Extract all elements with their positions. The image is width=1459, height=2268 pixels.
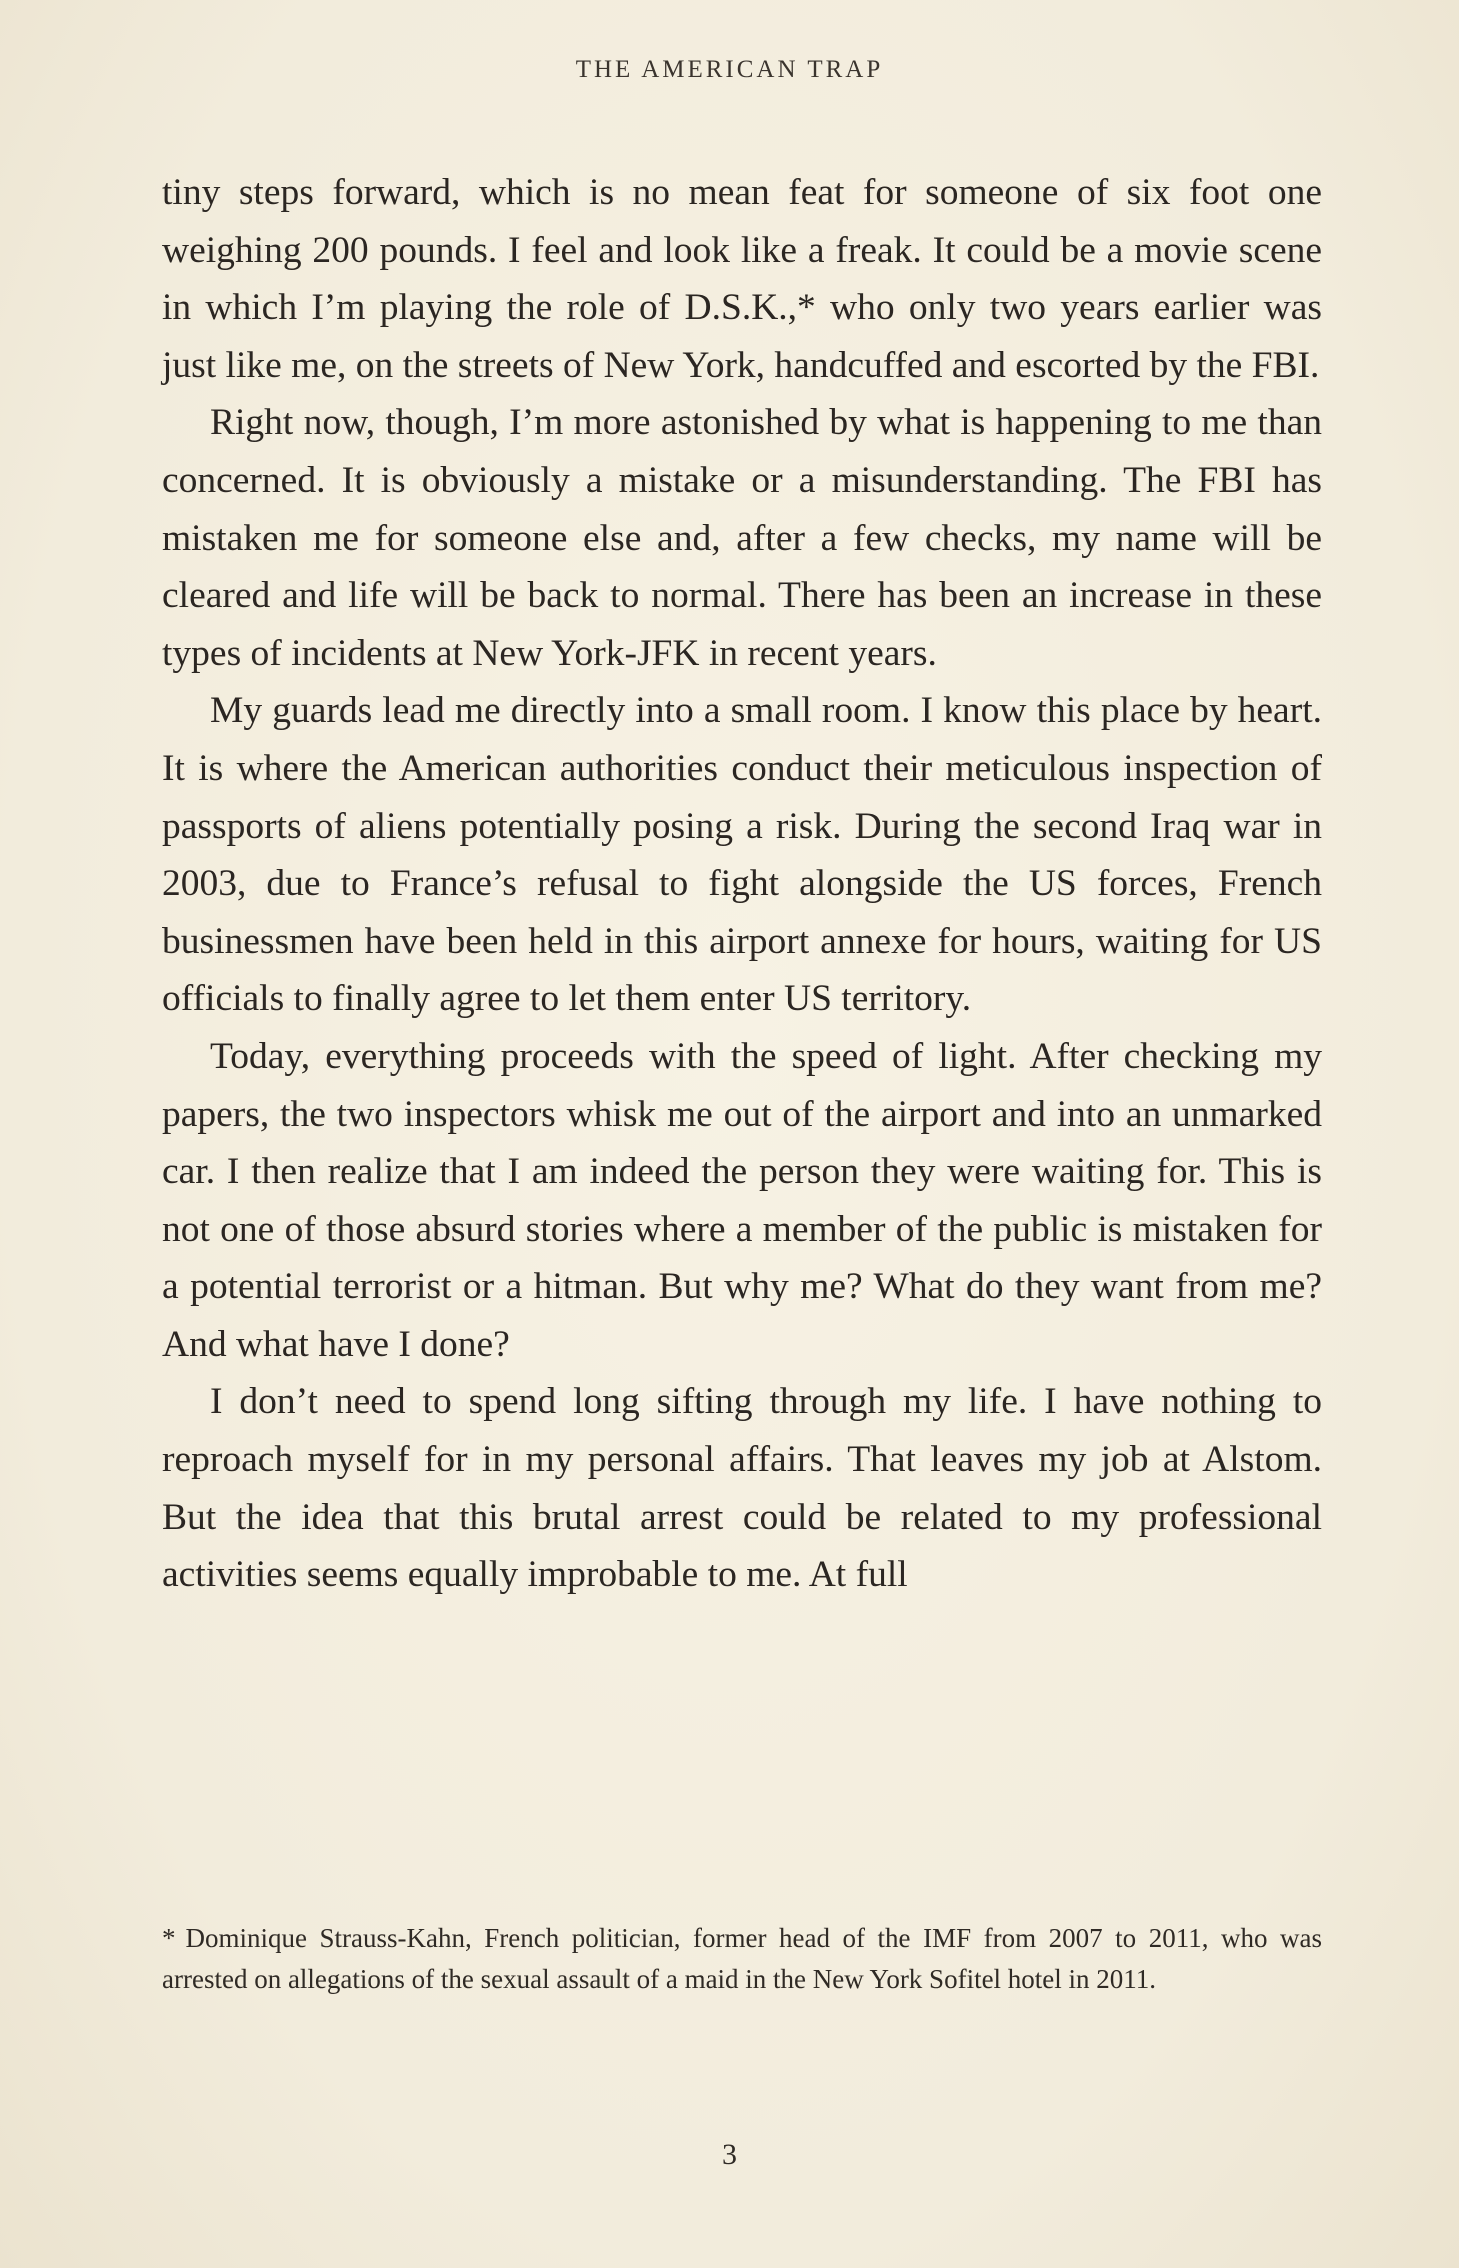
body-text — [162, 164, 1322, 1604]
paragraph: My guards lead me directly into a small room. I know this place by heart. It is where the American authorities conduct their meticulous inspection of passports of aliens potentially posing a risk. During the second Iraq war in 2003, due to France’s refusal to fight alongside the US forces, French businessmen have been held in this airport annexe for hours, waiting for US officials to finally agree to let them enter US territory. — [162, 690, 1322, 1020]
footnote — [162, 1918, 1322, 2000]
page-number: 3 — [722, 2138, 737, 2171]
paragraph: Right now, though, I’m more astonished by what is happening to me than concerned. It is obviously a mistake or a misunderstanding. The FBI has mistaken me for someone else and, after a few checks, my name will be cleared and life will be back to normal. There has been an increase in these types of incidents at New York-JFK in recent years. — [162, 402, 1322, 674]
running-head: THE AMERICAN TRAP — [575, 56, 884, 83]
paragraph: Today, everything proceeds with the speed of light. After checking my papers, the two inspectors whisk me out of the airport and into an unmarked car. I then realize that I am indeed the person they were waiting for. This is not one of those absurd stories where a member of the public is mistaken for a potential terrorist or a hitman. But why me? What do they want from me? And what have I done? — [162, 1035, 1322, 1365]
footnote-text: Dominique Strauss-Kahn, French politician, former head of the IMF from 2007 to 2011, who was arrested on allegations of the sexual assault of a maid in the New York Sofitel hotel in 2011. — [162, 1923, 1322, 1994]
paragraph: I don’t need to spend long sifting through my life. I have nothing to reproach myself for in my personal affairs. That leaves my job at Alstom. But the idea that this brutal arrest could be related to my professional activities seems equally improbable to me. At full — [162, 1381, 1322, 1596]
footnote-marker: * — [162, 1923, 176, 1953]
paragraph: tiny steps forward, which is no mean feat for someone of six foot one weighing 200 pounds. I feel and look like a freak. It could be a movie scene in which I’m playing the role of D.S.K.,* who only two years earlier was just like me, on the streets of New York, handcuffed and escorted by the FBI. — [162, 172, 1322, 386]
